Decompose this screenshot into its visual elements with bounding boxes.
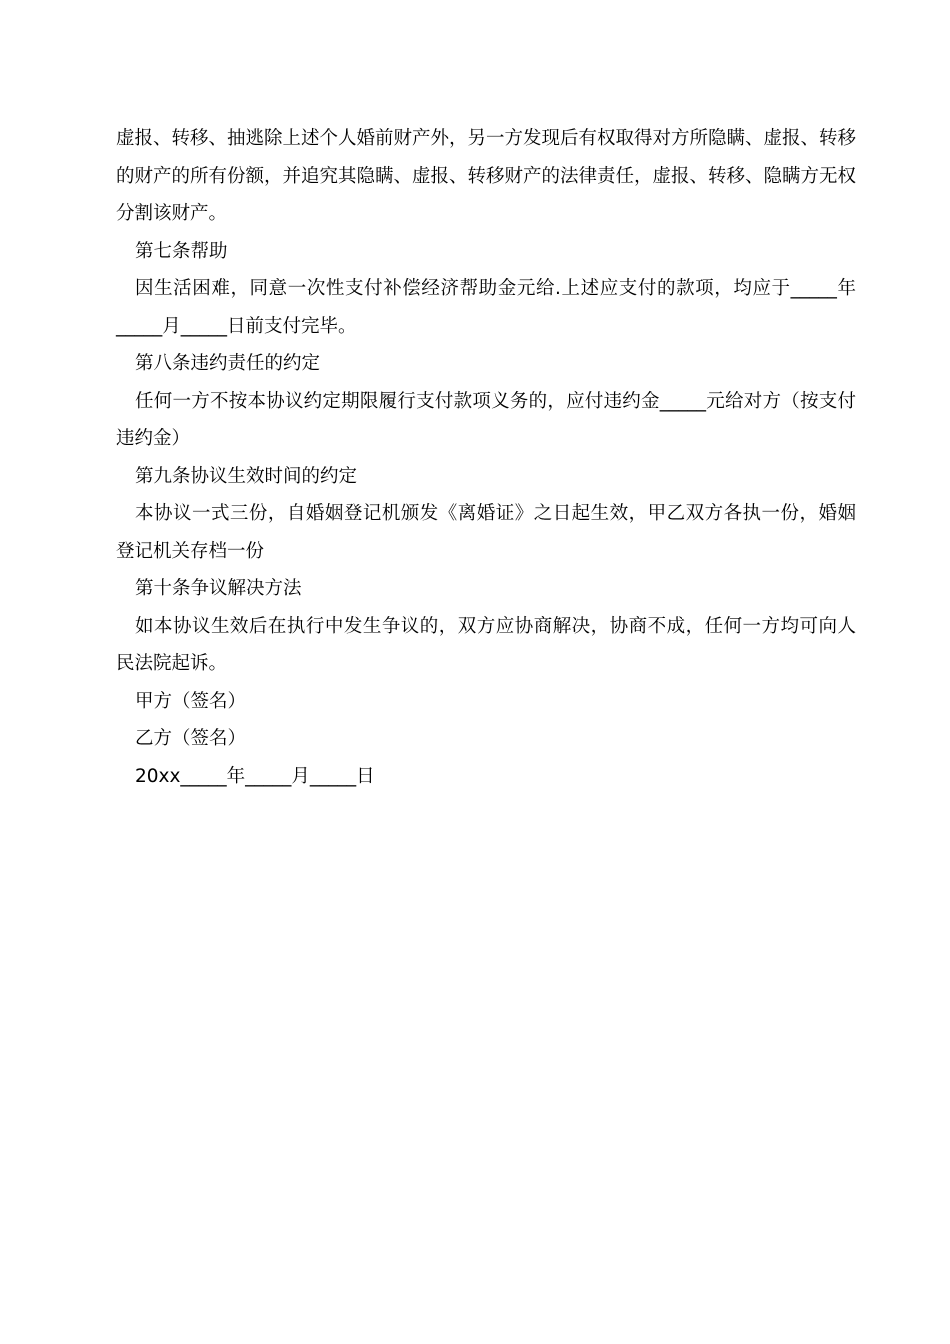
article-9-body: 本协议一式三份，自婚姻登记机颁发《离婚证》之日起生效，甲乙双方各执一份，婚姻登记机关存档一份 <box>116 503 856 562</box>
article-8-heading: 第八条违约责任的约定 <box>135 353 321 374</box>
signature-date: 20xx_____年_____月_____日 <box>135 765 375 787</box>
article-7-body: 因生活困难，同意一次性支付补偿经济帮助金元给.上述应支付的款项，均应于_____年_____月_____日前支付完毕。 <box>116 278 856 337</box>
article-10-body: 如本协议生效后在执行中发生争议的，双方应协商解决，协商不成，任何一方均可向人民法院起诉。 <box>116 615 856 674</box>
paragraph-property-concealment: 虚报、转移、抽逃除上述个人婚前财产外，另一方发现后有权取得对方所隐瞒、虚报、转移的财产的所有份额，并追究其隐瞒、虚报、转移财产的法律责任，虚报、转移、隐瞒方无权分割该财产。 <box>116 128 857 224</box>
party-b-signature: 乙方（签名） <box>135 728 247 749</box>
article-7-heading: 第七条帮助 <box>135 240 228 262</box>
document-body <box>116 120 856 795</box>
article-10-heading: 第十条争议解决方法 <box>135 578 302 599</box>
article-8-body: 任何一方不按本协议约定期限履行支付款项义务的，应付违约金_____元给对方（按支付违约金） <box>116 390 856 449</box>
article-9-heading: 第九条协议生效时间的约定 <box>135 465 358 487</box>
party-a-signature: 甲方（签名） <box>135 690 247 712</box>
